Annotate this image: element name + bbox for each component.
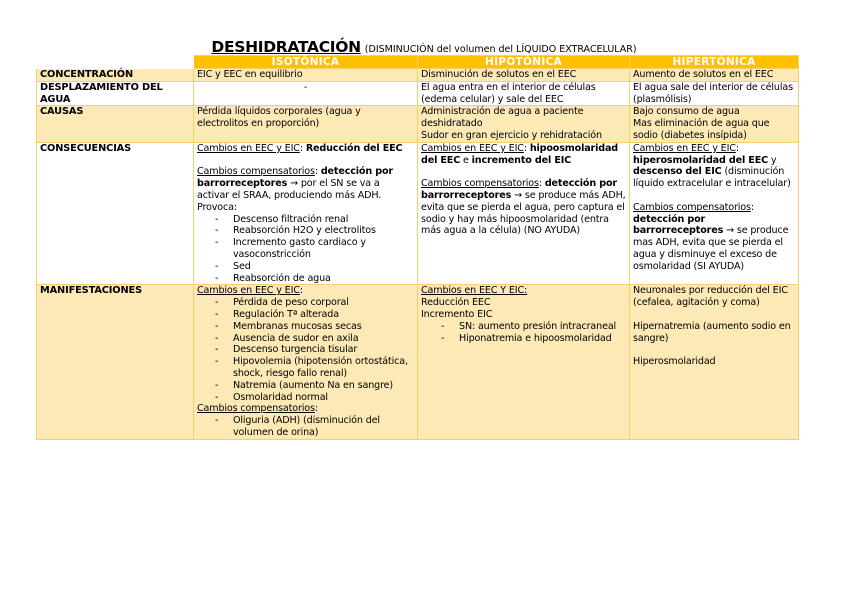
compensatorios-list <box>197 415 414 439</box>
list-item: - Descenso turgencia tisular <box>215 344 414 356</box>
list-item: - Reabsorción de agua <box>215 273 414 285</box>
list-item: - Hipovolemia (hipotensión ortostática, shock, riesgo fallo renal) <box>215 356 414 380</box>
cell-consecuencias-hiper <box>630 142 799 285</box>
compensatorios-label: Cambios compensatorios <box>197 403 315 415</box>
row-manifestaciones <box>37 285 799 439</box>
cambios-block: Cambios en EEC y EIC: <box>197 285 303 297</box>
list-item: - Reabsorción H2O y electrolitos <box>215 225 414 237</box>
cell-desplazamiento-hipo: El agua entra en el interior de células (edema celular) y sale del EEC <box>418 81 630 106</box>
compensatorios-block: Cambios compensatorios: detección por barrorreceptores → se produce más ADH, evita que se pierda el agua, pero captura el sodio y hay más hipoosmolaridad (entra más agua a la célula) (NO AYUDA) <box>421 178 626 237</box>
list-item: - Osmolaridad normal <box>215 392 414 404</box>
manifestation-line: Hiperosmolaridad <box>633 356 716 368</box>
page-subtitle: (DISMINUCIÓN del volumen del LÍQUIDO EXTRACELULAR) <box>364 44 637 55</box>
header-isotonica: ISOTÓNICA <box>194 56 418 69</box>
header-hipotonica: HIPOTÓNICA <box>418 56 630 69</box>
manifestations-list <box>421 321 626 345</box>
cambios-effect-2: incremento del EIC <box>471 154 572 166</box>
manifestation-line: Hipernatremia (aumento sodio en sangre) <box>633 320 791 344</box>
cell-desplazamiento-iso: - <box>194 81 418 106</box>
document-title <box>0 37 848 56</box>
cambios-effect-1: hiperosmolaridad del EEC <box>633 154 768 166</box>
cell-causas-hipo <box>418 106 630 142</box>
compensatorios-mechanism: detección por barrorreceptores <box>197 166 393 190</box>
cell-consecuencias-hipo <box>418 142 630 285</box>
causa-line: Bajo consumo de agua <box>633 106 740 118</box>
cambios-block: Cambios en EEC y EIC: hipoosmolaridad del EEC e incremento del EIC <box>421 142 619 166</box>
manifestation-line: Neuronales por reducción del EIC (cefalea, agitación y coma) <box>633 285 788 309</box>
list-item: - Hiponatremia e hipoosmolaridad <box>441 333 626 345</box>
page-title: DESHIDRATACIÓN <box>211 38 361 56</box>
causa-line: Sudor en gran ejercicio y rehidratación <box>421 129 602 141</box>
list-item: - Natremia (aumento Na en sangre) <box>215 380 414 392</box>
compensatorios-label: Cambios compensatorios <box>633 201 751 213</box>
list-item: - SN: aumento presión intracraneal <box>441 321 626 333</box>
causa-line: Administración de agua a paciente deshidratado <box>421 106 584 130</box>
cambios-block: Cambios en EEC y EIC: Reducción del EEC <box>197 142 403 154</box>
cell-concentracion-hipo: Disminución de solutos en el EEC <box>418 69 630 82</box>
cambios-connector: y <box>770 154 777 166</box>
row-label-manifestaciones: MANIFESTACIONES <box>37 285 194 439</box>
compensatorios-mechanism: detección por barrorreceptores <box>421 178 617 201</box>
row-label-consecuencias: CONSECUENCIAS <box>37 142 194 285</box>
row-label-concentracion: CONCENTRACIÓN <box>37 69 194 82</box>
cambios-label: Cambios en EEC y EIC <box>197 142 300 154</box>
effects-list <box>197 214 414 285</box>
cell-manifestaciones-hipo <box>418 285 630 439</box>
cambios-label: Cambios en EEC Y EIC: <box>421 285 528 297</box>
compensatorios-label: Cambios compensatorios <box>197 166 315 178</box>
compensatorios-block: Cambios compensatorios: detección por barrorreceptores → se produce mas ADH, evita que se pierda el agua y disminuye el exceso de osmolaridad (SI AYUDA) <box>633 201 789 272</box>
list-item: - Ausencia de sudor en axila <box>215 333 414 345</box>
header-corner <box>37 56 194 69</box>
cell-manifestaciones-hiper <box>630 285 799 439</box>
cambios-effect-2: descenso del EIC <box>633 166 722 178</box>
compensatorios-mechanism: detección por barrorreceptores <box>633 213 724 237</box>
cambios-label: Cambios en EEC y EIC <box>633 142 736 154</box>
compensatorios-text: → por el SN se va a activar el SRAA, produciendo más ADH. Provoca: <box>197 178 382 213</box>
manifestations-list <box>197 297 414 403</box>
row-concentracion <box>37 69 799 82</box>
list-item: - Membranas mucosas secas <box>215 321 414 333</box>
row-causas <box>37 106 799 142</box>
manifestation-line: Incremento EIC <box>421 308 493 320</box>
list-item: - Pérdida de peso corporal <box>215 297 414 309</box>
cambios-connector: e <box>460 154 472 166</box>
list-item: - Sed <box>215 261 414 273</box>
list-item: - Descenso filtración renal <box>215 214 414 226</box>
causa-line: Mas eliminación de agua que sodio (diabetes insípida) <box>633 118 770 141</box>
row-consecuencias <box>37 142 799 285</box>
cambios-text: (disminución líquido extracelular e intracelular) <box>633 166 791 190</box>
compensatorios-text: → se produce mas ADH, evita que se pierda el agua y disminuye el exceso de osmolaridad (SI AYUDA) <box>633 225 789 272</box>
row-label-causas: CAUSAS <box>37 106 194 142</box>
dehydration-table <box>36 55 799 440</box>
cell-concentracion-hiper: Aumento de solutos en el EEC <box>630 69 799 82</box>
cell-consecuencias-iso <box>194 142 418 285</box>
cell-desplazamiento-hiper: El agua sale del interior de células (plasmólisis) <box>630 81 799 106</box>
header-hipertonica: HIPERTÓNICA <box>630 56 799 69</box>
row-desplazamiento <box>37 81 799 106</box>
list-item: - Oliguria (ADH) (disminución del volumen de orina) <box>215 415 414 439</box>
row-label-desplazamiento: DESPLAZAMIENTO DEL AGUA <box>37 81 194 106</box>
compensatorios-label: Cambios compensatorios <box>421 178 539 190</box>
cambios-label: Cambios en EEC y EIC <box>421 142 524 154</box>
cell-causas-hiper <box>630 106 799 142</box>
cambios-effect-1: hipoosmolaridad del EEC <box>421 142 619 166</box>
list-item: - Regulación Tª alterada <box>215 309 414 321</box>
header-row <box>37 56 799 69</box>
manifestation-line: Reducción EEC <box>421 297 491 309</box>
list-item: - Incremento gasto cardiaco y vasoconstricción <box>215 237 414 261</box>
compensatorios-block: Cambios compensatorios: detección por barrorreceptores → por el SN se va a activar el SRAA, produciendo más ADH. Provoca: <box>197 166 393 213</box>
cambios-block: Cambios en EEC y EIC: hiperosmolaridad del EEC y descenso del EIC (disminución líquido extracelular e intracelular) <box>633 142 791 190</box>
compensatorios-text: → se produce más ADH, evita que se pierda el agua, pero captura el sodio y hay más hipoosmolaridad (entra más agua a la célula) (NO AYUDA) <box>421 189 626 237</box>
cell-concentracion-iso: EIC y EEC en equilibrio <box>194 69 418 82</box>
compensatorios-block: Cambios compensatorios: <box>197 403 318 415</box>
cell-causas-iso: Pérdida líquidos corporales (agua y electrolitos en proporción) <box>194 106 418 142</box>
cell-manifestaciones-iso <box>194 285 418 439</box>
cambios-label: Cambios en EEC y EIC <box>197 285 300 297</box>
cambios-effect: Reducción del EEC <box>305 142 403 154</box>
